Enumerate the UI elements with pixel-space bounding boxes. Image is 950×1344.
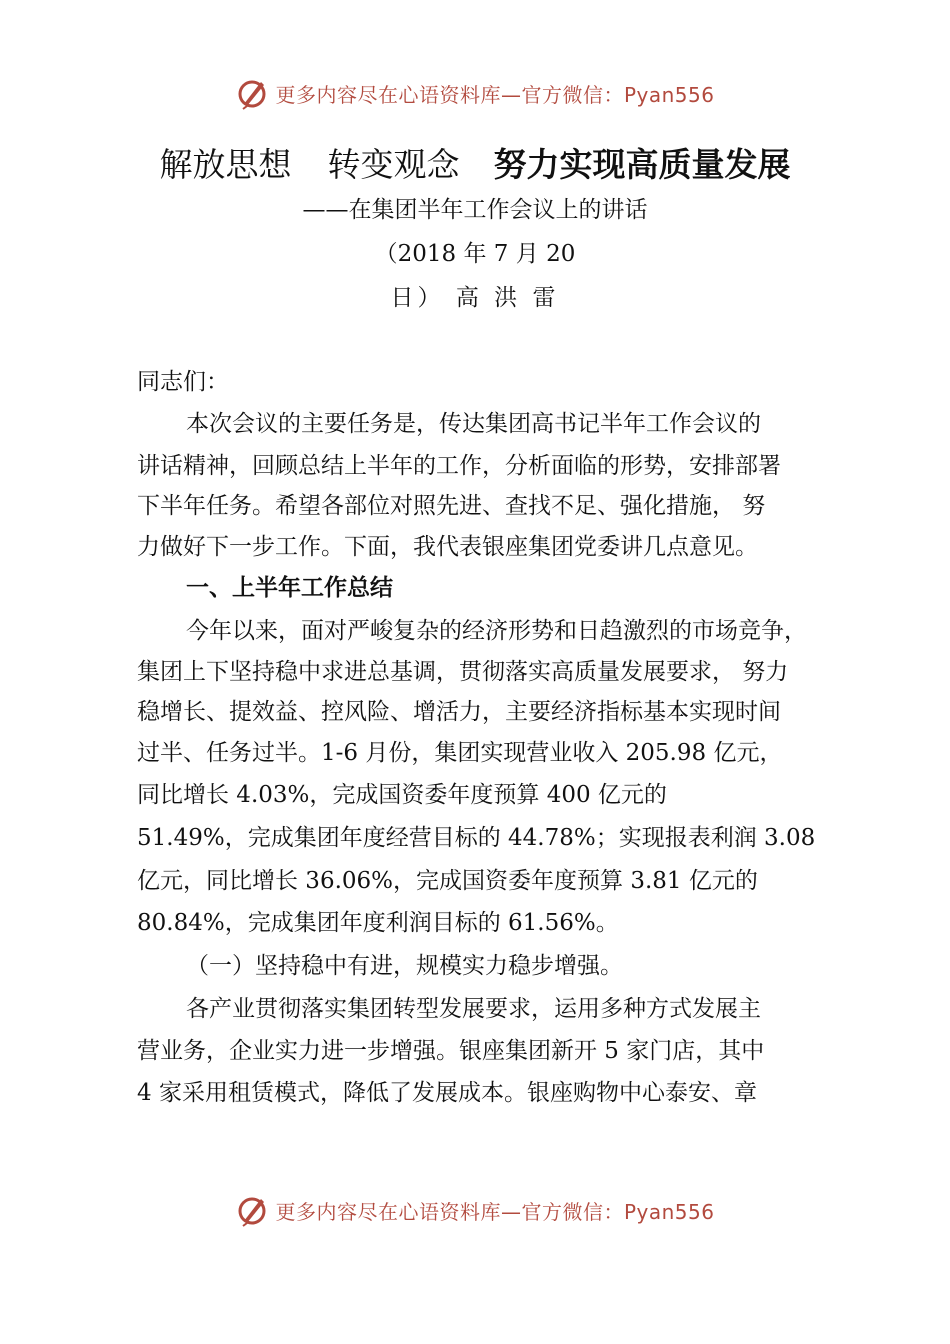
top-banner [0,71,950,115]
body-line: 各产业贯彻落实集团转型发展要求，运用多种方式发展主 [186,996,761,1022]
body-line: 营业务，企业实力进一步增强。银座集团新开 5 家门店，其中 [137,1038,765,1064]
quill-pen-logo-icon [235,76,269,110]
body-line: 今年以来，面对严峻复杂的经济形势和日趋激烈的市场竞争， [186,618,807,644]
body-line: 亿元，同比增长 36.06%，完成国资委年度预算 3.81 亿元的 [137,868,758,894]
body-line: 讲话精神，回顾总结上半年的工作，分析面临的形势，安排部署 [137,453,781,479]
quill-pen-logo-icon [235,1193,269,1227]
greeting: 同志们： [137,369,229,395]
body-line: 51.49%，完成集团年度经营目标的 44.78%；实现报表利润 3.08 [137,825,816,851]
body-line: 4 家采用租赁模式，降低了发展成本。银座购物中心泰安、章 [137,1080,757,1106]
bottom-banner [0,1188,950,1232]
banner-text: 更多内容尽在心语资料库—官方微信：Pyan556 [275,1199,715,1224]
body-line: 过半、任务过半。1-6 月份，集团实现营业收入 205.98 亿元， [137,740,783,766]
body-line: 下半年任务。希望各部位对照先进、查找不足、强化措施， 努 [137,493,766,519]
document-subtitle: ——在集团半年工作会议上的讲话 [302,197,648,223]
title-part-2: 转变观念 [327,145,460,184]
dateline-2: 日） 高 洪 雷 [390,285,560,311]
title-part-1: 解放思想 [159,145,292,184]
document-title [0,140,950,190]
dateline-1: （2018 年 7 月 20 [374,241,576,267]
title-part-3: 努力实现高质量发展 [493,145,791,184]
body-line: 80.84%，完成集团年度利润目标的 61.56%。 [137,910,619,936]
section-heading: 一、上半年工作总结 [186,575,393,601]
body-line: 本次会议的主要任务是，传达集团高书记半年工作会议的 [186,411,761,437]
body-line: 集团上下坚持稳中求进总基调，贯彻落实高质量发展要求， 努力 [137,659,789,685]
banner-text: 更多内容尽在心语资料库—官方微信：Pyan556 [275,82,715,107]
body-line: 同比增长 4.03%，完成国资委年度预算 400 亿元的 [137,782,667,808]
subsection-heading: （一）坚持稳中有进，规模实力稳步增强。 [186,953,623,979]
body-line: 力做好下一步工作。下面，我代表银座集团党委讲几点意见。 [137,534,758,560]
body-line: 稳增长、提效益、控风险、增活力，主要经济指标基本实现时间 [137,699,781,725]
